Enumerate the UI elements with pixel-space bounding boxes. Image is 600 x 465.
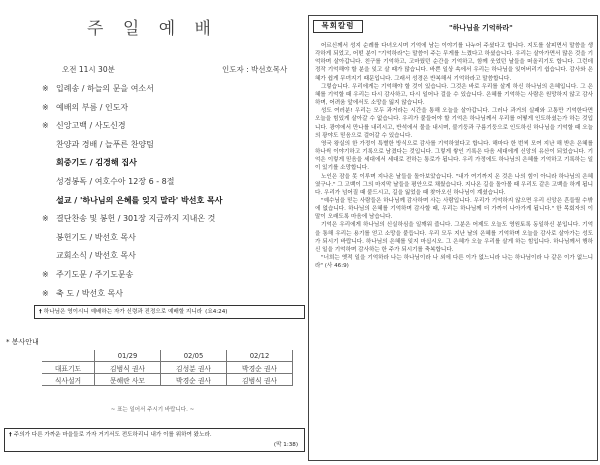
- order-item: [42, 192, 297, 211]
- roster-corner-cell: [42, 350, 95, 362]
- roster-role: 대표기도: [42, 362, 95, 374]
- order-item-text: 회중기도 / 김경해 집사: [56, 158, 137, 168]
- column-paragraph: 영국 왕실의 한 가정이 특별한 방식으로 감사를 기억하였다고 합니다. 해마다 한 번씩 모여 지난 해 받은 은혜를 하나씩 이야기하고 기록으로 남겼다는 것입니다. 그렇게 쌓인 기록은 다음 세대에게 신앙의 유산이 되었습니다. 기억은 이렇게 믿음을 세대에서 세대로 전하는 통로가 됩니다. 우리 가정에도 하나님의 은혜를 기억하고 기록하는 일이 있기를 소망합니다.: [315, 140, 593, 172]
- roster-cell: 박경순 권사: [161, 374, 227, 386]
- order-item-text: 축 도 / 박선호 목사: [56, 288, 123, 298]
- theme-verse-ref: (요4:24): [205, 309, 228, 315]
- roster-role: 식사설거: [42, 374, 95, 386]
- column-paragraph: 성도 여러분! 우리는 모두 과거라는 시간을 통해 오늘을 살아갑니다. 그러나 과거의 실패와 고통만 기억한다면 오늘을 힘있게 살아갈 수 없습니다. 우리가 붙들어야 할 기억은 하나님께서 우리를 어떻게 인도하셨는가 하는 것입니다. 광야에서 만나를 내리시고, 반석에서 물을 내시며, 불기둥과 구름기둥으로 인도하신 하나님을 기억할 때 오늘의 광야도 믿음으로 걸어갈 수 있습니다.: [315, 108, 593, 139]
- standing-note: ~ 표는 일어서 주시기 바랍니다. ~: [110, 407, 195, 413]
- order-item: [42, 117, 297, 136]
- order-item-text: 설교 / '하나님의 은혜를 잊지 말라' 박선호 목사: [56, 195, 223, 205]
- service-leader: 인도자 : 박선호목사: [222, 65, 288, 74]
- standing-mark-icon: ※: [42, 269, 49, 279]
- standing-mark-icon: ※: [42, 288, 49, 298]
- order-item: [42, 99, 297, 118]
- cross-icon: †: [9, 432, 12, 438]
- mission-verse: [4, 428, 305, 452]
- roster-date: 02/05: [161, 350, 227, 362]
- roster-cell: 박경순 권사: [227, 362, 293, 374]
- column-body: [315, 42, 593, 270]
- order-item-text: 입례송 / 하늘의 문을 여소서: [56, 84, 154, 93]
- service-time: 오전 11시 30분: [62, 65, 115, 74]
- roster-date: 02/12: [227, 350, 293, 362]
- order-item-text: 예배의 부름 / 인도자: [56, 102, 129, 112]
- theme-verse: [34, 305, 305, 319]
- cross-icon: †: [39, 309, 42, 315]
- table-row: [42, 374, 293, 386]
- service-roster-title: * 봉사안내: [6, 338, 39, 346]
- roster-cell: 문해란 사모: [95, 374, 161, 386]
- order-item-text: 봉헌기도 / 박선호 목사: [56, 232, 136, 242]
- order-item: [42, 266, 297, 285]
- theme-verse-text: 하나님은 영이시니 예배하는 자가 신령과 진정으로 예배할 지니라: [43, 309, 203, 315]
- mission-verse-ref: (막 1:38): [273, 442, 298, 448]
- order-item-text: 주기도문 / 주기도문송: [56, 269, 134, 279]
- roster-date: 01/29: [95, 350, 161, 362]
- order-item: [42, 285, 297, 304]
- column-label: 목회칼럼: [313, 20, 363, 33]
- column-paragraph: "예수님을 믿는 사람들은 하나님께 감사하며 사는 사람입니다. 우리가 기억하지 않으면 우리 신앙은 흔들릴 수밖에 없습니다. 하나님의 은혜를 기억하며 감사할 때, 우리는 하나님께 더 가까이 나아가게 됩니다." 한 목회자의 이 말이 오래도록 마음에 남습니다.: [315, 197, 593, 221]
- service-title: 주 일 예 배: [87, 19, 218, 39]
- standing-mark-icon: ※: [42, 121, 49, 131]
- order-item: [42, 247, 297, 266]
- column-paragraph: 그렇습니다. 우리에게는 기억해야 할 것이 있습니다. 그것은 바로 우리를 살게 하신 하나님의 은혜입니다. 그 은혜를 기억할 때 우리는 다시 감사하고, 다시 일어나 걸을 수 있습니다. 은혜를 기억하는 사람은 원망하지 않고 감사하며, 어려움 앞에서도 소망을 잃지 않습니다.: [315, 83, 593, 107]
- pastoral-column: [308, 15, 598, 461]
- order-item: [42, 136, 297, 155]
- order-item-text: 신앙고백 / 사도신경: [56, 121, 126, 131]
- standing-mark-icon: ※: [42, 84, 49, 93]
- column-paragraph: 기억은 우리에게 하나님의 신실하심을 일깨워 줍니다. 그분은 어제도 오늘도 영원토록 동일하신 분입니다. 기억을 통해 우리는 용기를 얻고 소망을 붙듭니다. 우리 모두 지난 날의 은혜를 기억하며 오늘을 감사로 살아가는 성도가 되시기 바랍니다. 하나님의 은혜를 잊지 마십시오. 그 은혜가 오늘 우리를 살게 하는 힘입니다. 하나님께서 행하신 일을 기억하며 감사하는 한 주가 되시기를 축복합니다.: [315, 222, 593, 253]
- order-item: [42, 210, 297, 229]
- order-item: [42, 173, 297, 192]
- column-paragraph: "너희는 옛적 일을 기억하라 나는 하나님이라 나 외에 다른 이가 없느니라 나는 하나님이라 나 같은 이가 없느니라" (사 46:9): [315, 255, 593, 270]
- roster-header-row: [42, 350, 293, 362]
- mission-verse-text: 주의가 다른 가까운 마을들로 가자 거기서도 전도하리니 내가 이를 위하여 왔노라.: [13, 432, 212, 438]
- column-paragraph: 어르신께서 성지 순례를 다녀오시며 기억에 남는 이야기를 나누어 주셨다고 합니다. 지도를 살피면서 말씀을 생각하게 되었고, 어떤 분이 "기억하라"는 말씀이 주는 무게를 느꼈다고 하셨습니다. 우리는 살아가면서 많은 것을 기억하며 살아갑니다. 친구를 기억하고, 고마웠던 순간을 기억하고, 함께 웃었던 날들을 떠올리기도 합니다. 그런데 정작 기억해야 할 분을 잊고 살 때가 많습니다. 바쁜 일상 속에서 우리는 하나님을 잊어버리기 쉽습니다. 감사와 은혜가 쉽게 무뎌지기 때문입니다. 그래서 성경은 반복해서 기억하라고 말씀합니다.: [315, 43, 593, 82]
- service-roster-table: [42, 350, 293, 386]
- column-paragraph: 노인은 잠을 못 이루며 지나온 날들을 돌아보았습니다. "내가 여기까지 온 것은 나의 힘이 아니라 하나님의 은혜였구나." 그 고백이 그의 마지막 날들을 평안으로 채웠습니다. 지나온 길을 돌아볼 때 우리도 같은 고백을 하게 됩니다. 우리가 넘어질 때 붙드시고, 길을 잃었을 때 찾아오신 하나님이 계셨습니다.: [315, 173, 593, 196]
- roster-cell: 김범식 권사: [95, 362, 161, 374]
- order-item: [42, 229, 297, 248]
- order-of-worship: [42, 80, 297, 303]
- order-item: [42, 80, 297, 99]
- order-item: [42, 154, 297, 173]
- order-item-text: 성경봉독 / 여호수아 12장 6 - 8절: [56, 176, 175, 186]
- standing-mark-icon: ※: [42, 102, 49, 112]
- order-item-text: 교회소식 / 박선호 목사: [56, 251, 136, 261]
- standing-mark-icon: ※: [42, 214, 49, 224]
- roster-cell: 김성분 권사: [161, 362, 227, 374]
- order-item-text: 찬양과 경배 / 늘푸른 찬양팀: [56, 139, 154, 149]
- table-row: [42, 362, 293, 374]
- order-item-text: 결단찬송 및 봉헌 / 301장 지금까지 지내온 것: [56, 214, 216, 224]
- roster-cell: 김범식 권사: [227, 374, 293, 386]
- column-title: "하나님을 기억하라": [449, 24, 513, 32]
